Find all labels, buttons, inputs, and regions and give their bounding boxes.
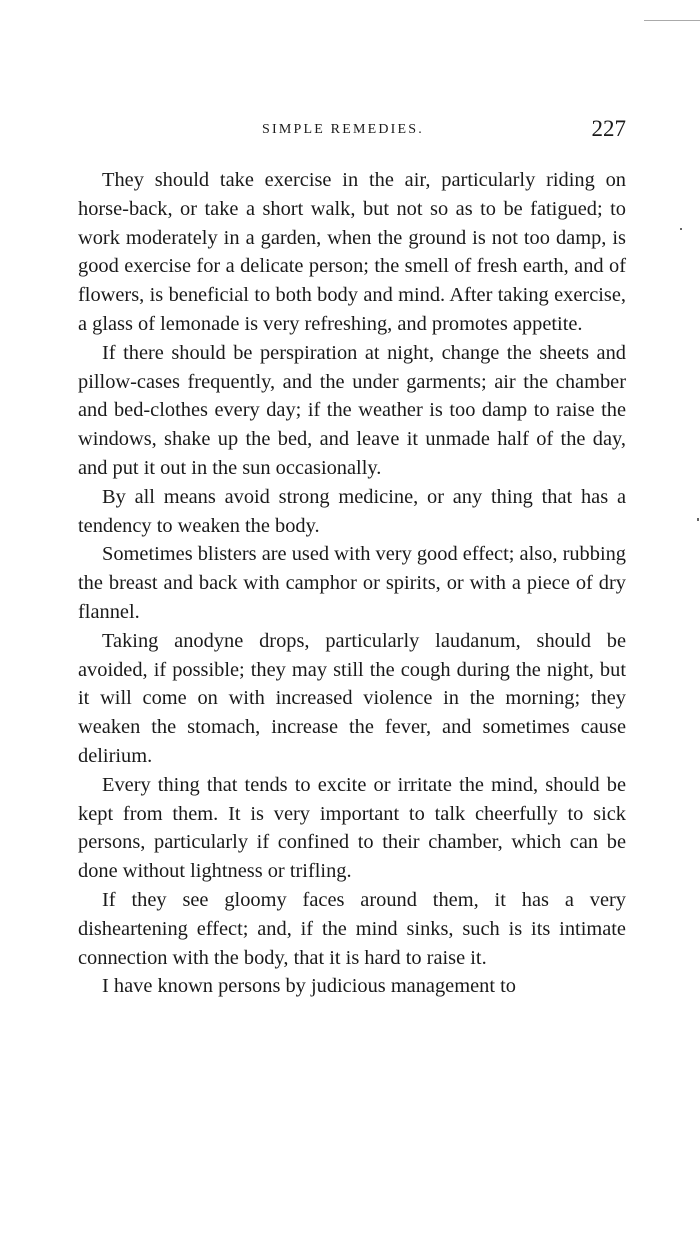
paragraph-avoid-medicine: By all means avoid strong medicine, or any thing that has a tendency to weaken the body. [78,485,626,537]
scan-edge-mark [644,20,700,21]
paragraph-gloomy-faces: If they see gloomy faces around them, it has a very disheartening effect; and, if the mind sinks, such is its intimate connection with the body, that it is hard to raise it. [78,888,626,969]
page-number: 227 [591,116,626,141]
paragraph-exercise: They should take exercise in the air, particularly riding on horse-back, or take a short walk, but not so as to be fatigued; to work moderately in a garden, when the ground is not too damp, is good exercise for a delicate person; the smell of fresh earth, and of flowers, is beneficial to both body and mind. After taking exercise, a glass of lemonade is very refreshing, and promotes appetite. [78,169,626,335]
paragraph-mind: Every thing that tends to excite or irritate the mind, should be kept from them. It is very important to talk cheerfully to sick persons, particularly if confined to their chamber, which can be done without lightness or trifling. [78,773,626,883]
scan-edge-mark [697,518,699,521]
body-text [78,166,626,1001]
page-header [78,116,626,146]
paragraph-judicious-management: I have known persons by judicious management to [102,975,516,998]
running-head: SIMPLE REMEDIES. [262,122,424,137]
paragraph-anodyne-drops: Taking anodyne drops, particularly laudanum, should be avoided, if possible; they may still the cough during the night, but it will come on with increased violence in the morning; they weaken the stomach, increase the fever, and sometimes cause delirium. [78,629,626,767]
paragraph-perspiration: If there should be perspiration at night, change the sheets and pillow-cases frequently, and the under garments; air the chamber and bed-clothes every day; if the weather is too damp to raise the windows, shake up the bed, and leave it unmade half of the day, and put it out in the sun occasionally. [78,341,626,479]
paragraph-blisters: Sometimes blisters are used with very good effect; also, rubbing the breast and back with camphor or spirits, or with a piece of dry flannel. [78,543,627,623]
scan-edge-mark [680,228,682,230]
